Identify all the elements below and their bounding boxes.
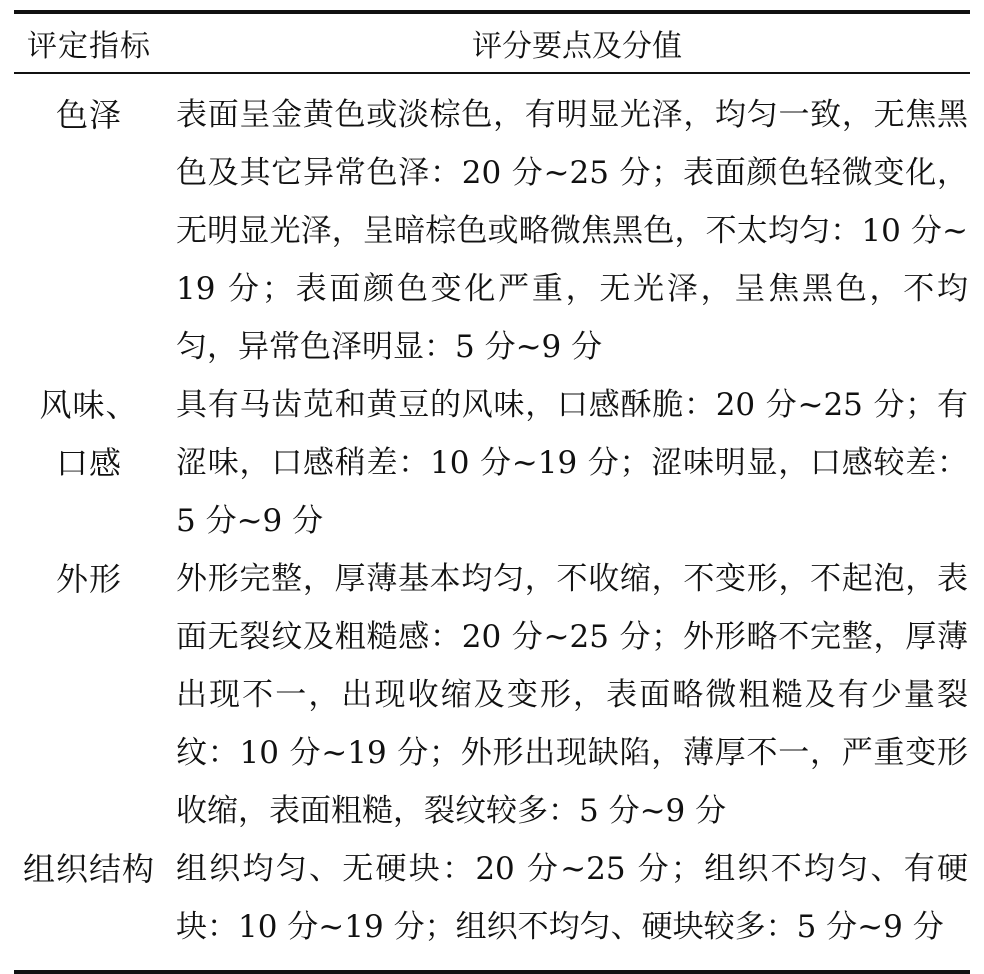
table-row-color (14, 86, 970, 376)
header-row (14, 14, 970, 72)
criteria-cell: 具有马齿苋和黄豆的风味，口感酥脆：20 分~25 分；有涩味，口感稍差：10 分~19 分；涩味明显，口感较差：5 分~9 分 (176, 387, 968, 539)
indicator-text: 色泽 (55, 96, 122, 134)
table-body (14, 74, 970, 970)
indicator-text: 风味、 (39, 386, 139, 424)
header-criteria: 评分要点及分值 (472, 29, 682, 64)
table-row-shape (14, 550, 970, 840)
indicator-text: 口感 (55, 444, 122, 482)
table-row-texture (14, 840, 970, 956)
criteria-cell: 表面呈金黄色或淡棕色，有明显光泽，均匀一致，无焦黑色及其它异常色泽：20 分~25 分；表面颜色轻微变化，无明显光泽，呈暗棕色或略微焦黑色，不太均匀：10 分~19 分；表面颜色变化严重，无光泽，呈焦黑色，不均匀，异常色泽明显：5 分~9 分 (176, 97, 968, 365)
indicator-cell (14, 376, 164, 492)
table-row-flavor (14, 376, 970, 550)
bottom-rule (14, 970, 970, 974)
scoring-table (14, 10, 970, 974)
indicator-cell (14, 840, 164, 898)
criteria-cell: 组织均匀、无硬块：20 分~25 分；组织不均匀、有硬块：10 分~19 分；组织不均匀、硬块较多：5 分~9 分 (176, 851, 968, 945)
indicator-cell (14, 550, 164, 608)
header-indicator: 评定指标 (27, 29, 151, 64)
indicator-text: 组织结构 (22, 850, 155, 888)
indicator-cell (14, 86, 164, 144)
indicator-text: 外形 (55, 560, 122, 598)
criteria-cell: 外形完整，厚薄基本均匀，不收缩，不变形，不起泡，表面无裂纹及粗糙感：20 分~25 分；外形略不完整，厚薄出现不一，出现收缩及变形，表面略微粗糙及有少量裂纹：10 分~19 分；外形出现缺陷，薄厚不一，严重变形收缩，表面粗糙，裂纹较多：5 分~9 分 (176, 561, 968, 829)
